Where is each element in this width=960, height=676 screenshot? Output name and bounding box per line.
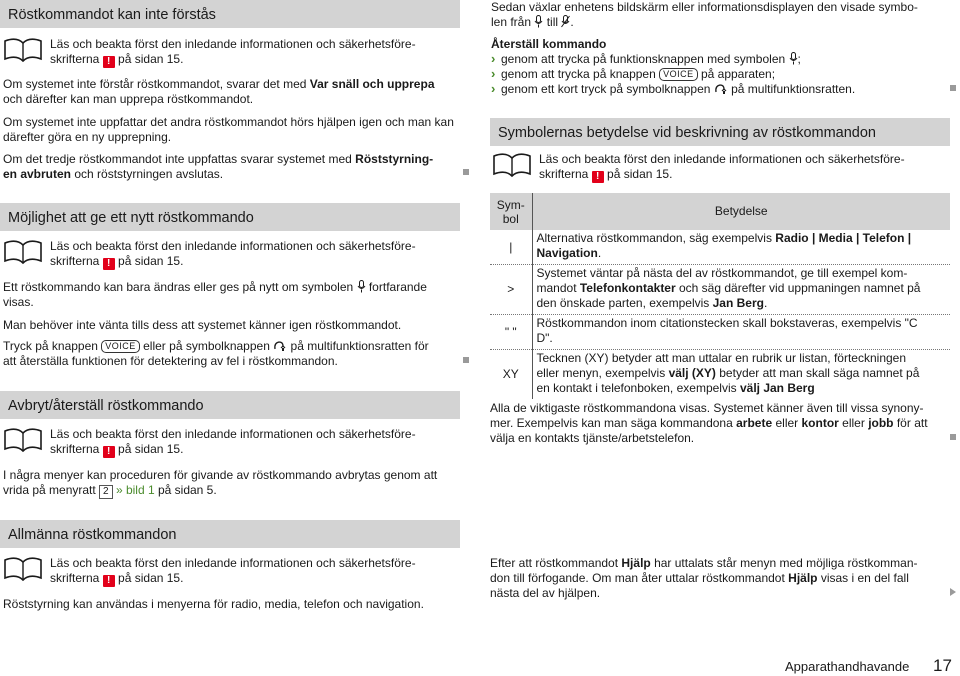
section-end-square [950,85,956,91]
list-item: › genom ett kort tryck på symbolknappen på multifunktionsratten. [491,82,951,97]
paragraph: Efter att röstkommandot Hjälp har uttalats står menyn med möjliga röstkomman- don till förfogande. Om man åter uttalar röstkommandot Hjälp visas i en del fall nästa del av hjälpen. [490,556,918,600]
warning-icon: ! [103,446,115,458]
open-book-icon [3,37,43,63]
paragraph: Sedan växlar enhetens bildskärm eller informationsdisplayen den visade symbo- len från till . [491,0,918,29]
section-heading-symbols: Symbolernas betydelse vid beskrivning av röstkommandon [490,118,950,146]
page-number: 17 [933,656,952,675]
restore-list [491,52,951,97]
section-heading-cancel-restore: Avbryt/återställ röstkommando [0,391,460,419]
paragraph: Alla de viktigaste röstkommandona visas. Systemet känner även till vissa synony- mer. Exempelvis kan man säga kommandona arbete eller kontor eller jobb för att välja en kontakts tjänste/arbetstelefon. [490,401,928,445]
voice-wheel-icon [714,83,728,95]
warning-icon: ! [103,258,115,270]
paragraph: Röststyrning kan användas i menyerna för radio, media, telefon och navigation. [3,597,424,611]
chapter-label: Apparathandhavande [785,659,910,674]
section-end-square [463,169,469,175]
safety-note: Läs och beakta först den inledande informationen och säkerhetsföre- skrifterna ! på sidan 15. [3,427,463,459]
table-header-meaning: Betydelse [532,193,950,230]
microphone-off-icon [561,15,570,28]
symbol-table [490,193,950,399]
warning-icon: ! [103,575,115,587]
table-row: XY Tecknen (XY) betyder att man uttalar en rubrik ur listan, förteckningen eller menyn, exempelvis välj (XY) betyder att man skall säga namnet på en kontakt i telefonboken, exempelvis välj Jan Berg [490,350,950,400]
open-book-icon [492,152,532,178]
table-row: > Systemet väntar på nästa del av röstkommandot, ge till exempel kom- mandot Telefonkontakter och säg därefter vid uppmaningen namnet på den önskade parten, exempelvis Jan Berg. [490,265,950,315]
list-item: › genom att trycka på knappen VOICE på apparaten; [491,67,951,82]
microphone-icon [534,15,543,28]
open-book-icon [3,556,43,582]
paragraph: Ett röstkommando kan bara ändras eller ges på nytt om symbolen fortfarande visas. [3,280,427,309]
safety-note: Läs och beakta först den inledande informationen och säkerhetsföre- skrifterna ! på sidan 15. [3,37,463,69]
section-heading-general-commands: Allmänna röstkommandon [0,520,460,548]
microphone-icon [357,280,366,293]
safety-note: Läs och beakta först den inledande informationen och säkerhetsföre- skrifterna ! på sidan 15. [492,152,952,184]
safety-note: Läs och beakta först den inledande informationen och säkerhetsföre- skrifterna ! på sidan 15. [3,239,463,271]
paragraph: Om det tredje röstkommandot inte uppfattas svarar systemet med Röststyrning- en avbruten och röststyrningen avslutas. [3,152,434,181]
figure-reference[interactable]: 2 [99,485,113,499]
list-item: › genom att trycka på funktionsknappen med symbolen ; [491,52,951,67]
open-book-icon [3,427,43,453]
section-heading-not-understood: Röstkommandot kan inte förstås [0,0,460,28]
restore-command-title: Återställ kommando [491,37,607,51]
paragraph: Tryck på knappen VOICE eller på symbolknappen på multifunktionsratten för att återställa funktionen för detektering av fel i röstkommandon. [3,339,429,368]
section-heading-new-command: Möjlighet att ge ett nytt röstkommando [0,203,460,231]
voice-key: VOICE [659,68,698,81]
microphone-icon [789,52,798,65]
figure-link[interactable]: » bild 1 [112,483,155,497]
paragraph: Om systemet inte uppfattar det andra röstkommandot hörs hjälpen igen och man kan därefter göra en ny upprepning. [3,115,454,144]
voice-wheel-icon [273,340,287,352]
warning-icon: ! [592,171,604,183]
paragraph: Om systemet inte förstår röstkommandot, svarar det med Var snäll och upprepa och därefter kan man upprepa röstkommandot. [3,77,435,106]
section-end-square [463,357,469,363]
table-row: | Alternativa röstkommandon, säg exempelvis Radio | Media | Telefon | Navigation. [490,230,950,265]
warning-icon: ! [103,56,115,68]
paragraph: I några menyer kan proceduren för givande av röstkommando avbrytas genom att vrida på menyratt 2 » bild 1 på sidan 5. [3,468,438,497]
section-end-square [950,434,956,440]
table-header-symbol: Sym- bol [490,193,532,230]
safety-note: Läs och beakta först den inledande informationen och säkerhetsföre- skrifterna ! på sidan 15. [3,556,463,588]
open-book-icon [3,239,43,265]
continue-triangle [950,588,956,596]
paragraph: Man behöver inte vänta tills dess att systemet känner igen röstkommandot. [3,318,402,332]
voice-key: VOICE [101,340,140,353]
table-row: " " Röstkommandon inom citationstecken skall bokstaveras, exempelvis "C D". [490,315,950,350]
